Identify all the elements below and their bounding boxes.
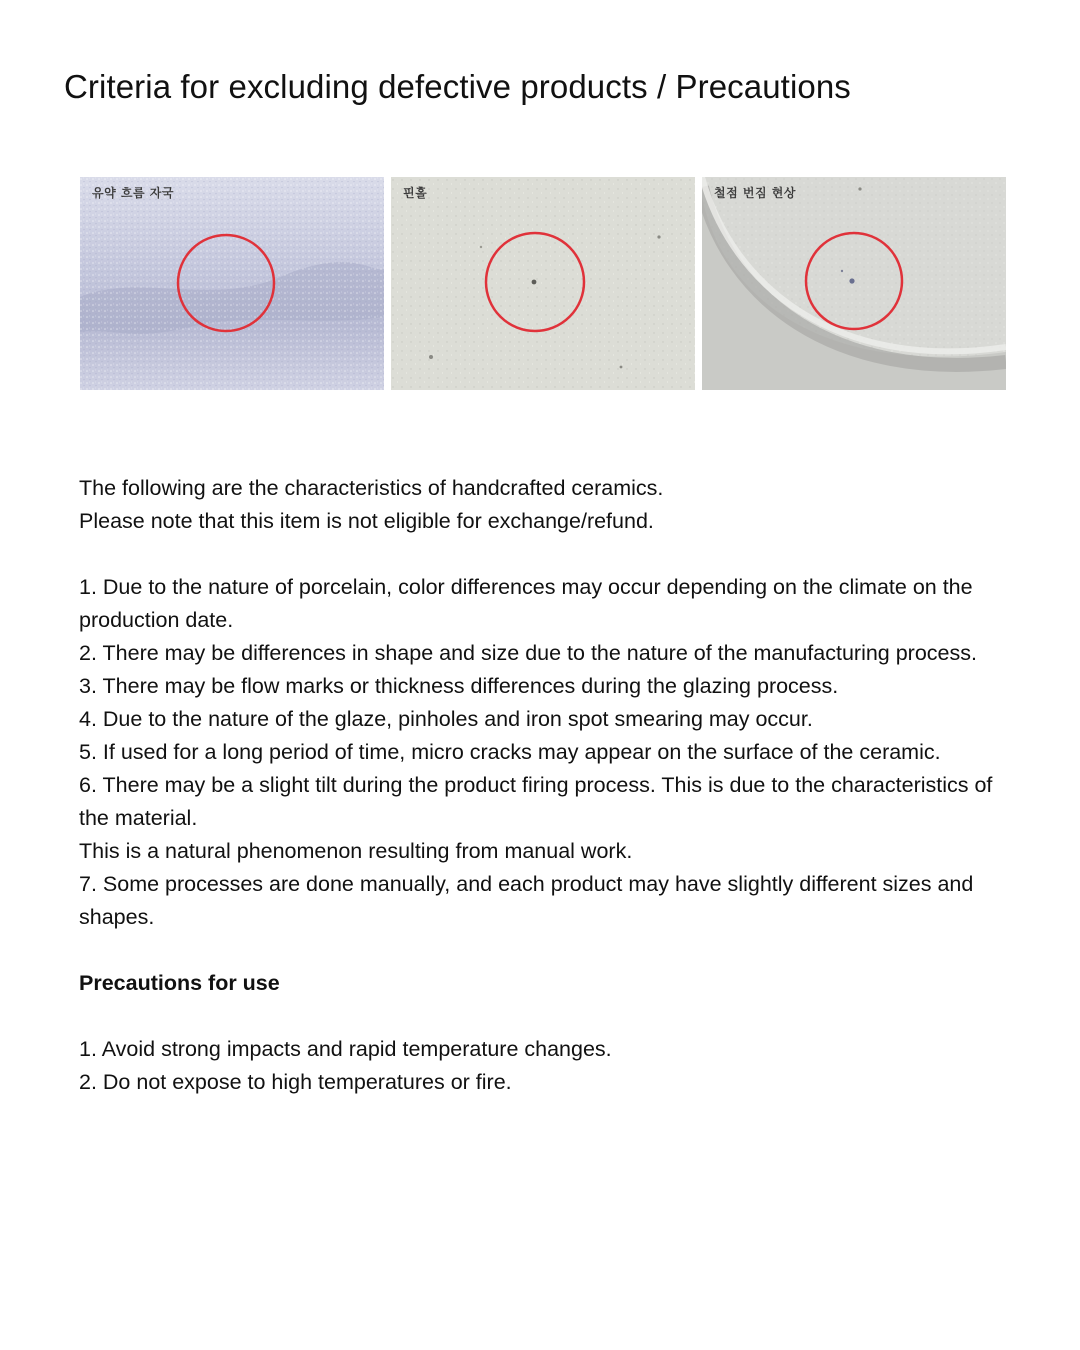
- precautions-heading: Precautions for use: [79, 971, 280, 995]
- description-text: [79, 472, 1019, 1099]
- characteristic-item: 7. Some processes are done manually, and each product may have slightly different sizes and shapes.: [79, 872, 974, 929]
- iron-spot-image: [702, 177, 1006, 390]
- defect-photo-strip: [80, 177, 1006, 390]
- characteristic-item: 3. There may be flow marks or thickness differences during the glazing process.: [79, 674, 839, 698]
- photo-label: 핀홀: [403, 186, 428, 200]
- glaze-flow-image: [80, 177, 384, 390]
- precaution-item: 1. Avoid strong impacts and rapid temperature changes.: [79, 1037, 612, 1061]
- characteristic-item: 5. If used for a long period of time, micro cracks may appear on the surface of the ceramic.: [79, 740, 941, 764]
- photo-label: 철점 번짐 현상: [714, 186, 796, 200]
- photo-label: 유약 흐름 자국: [92, 186, 174, 200]
- intro-line: The following are the characteristics of handcrafted ceramics.: [79, 476, 664, 500]
- page-title: Criteria for excluding defective products / Precautions: [64, 68, 851, 105]
- photo-iron-spot: [702, 177, 1006, 390]
- characteristic-item: 4. Due to the nature of the glaze, pinholes and iron spot smearing may occur.: [79, 707, 813, 731]
- characteristic-item: 2. There may be differences in shape and size due to the nature of the manufacturing process.: [79, 641, 977, 665]
- characteristic-item: 6. There may be a slight tilt during the product firing process. This is due to the characteristics of the material.: [79, 773, 993, 830]
- intro-line: Please note that this item is not eligible for exchange/refund.: [79, 509, 654, 533]
- photo-glaze-flow-marks: [80, 177, 384, 390]
- photo-pinhole: [391, 177, 695, 390]
- pinhole-image: [391, 177, 695, 390]
- characteristic-item: This is a natural phenomenon resulting from manual work.: [79, 839, 633, 863]
- precaution-item: 2. Do not expose to high temperatures or fire.: [79, 1070, 512, 1094]
- characteristic-item: 1. Due to the nature of porcelain, color differences may occur depending on the climate on the production date.: [79, 575, 973, 632]
